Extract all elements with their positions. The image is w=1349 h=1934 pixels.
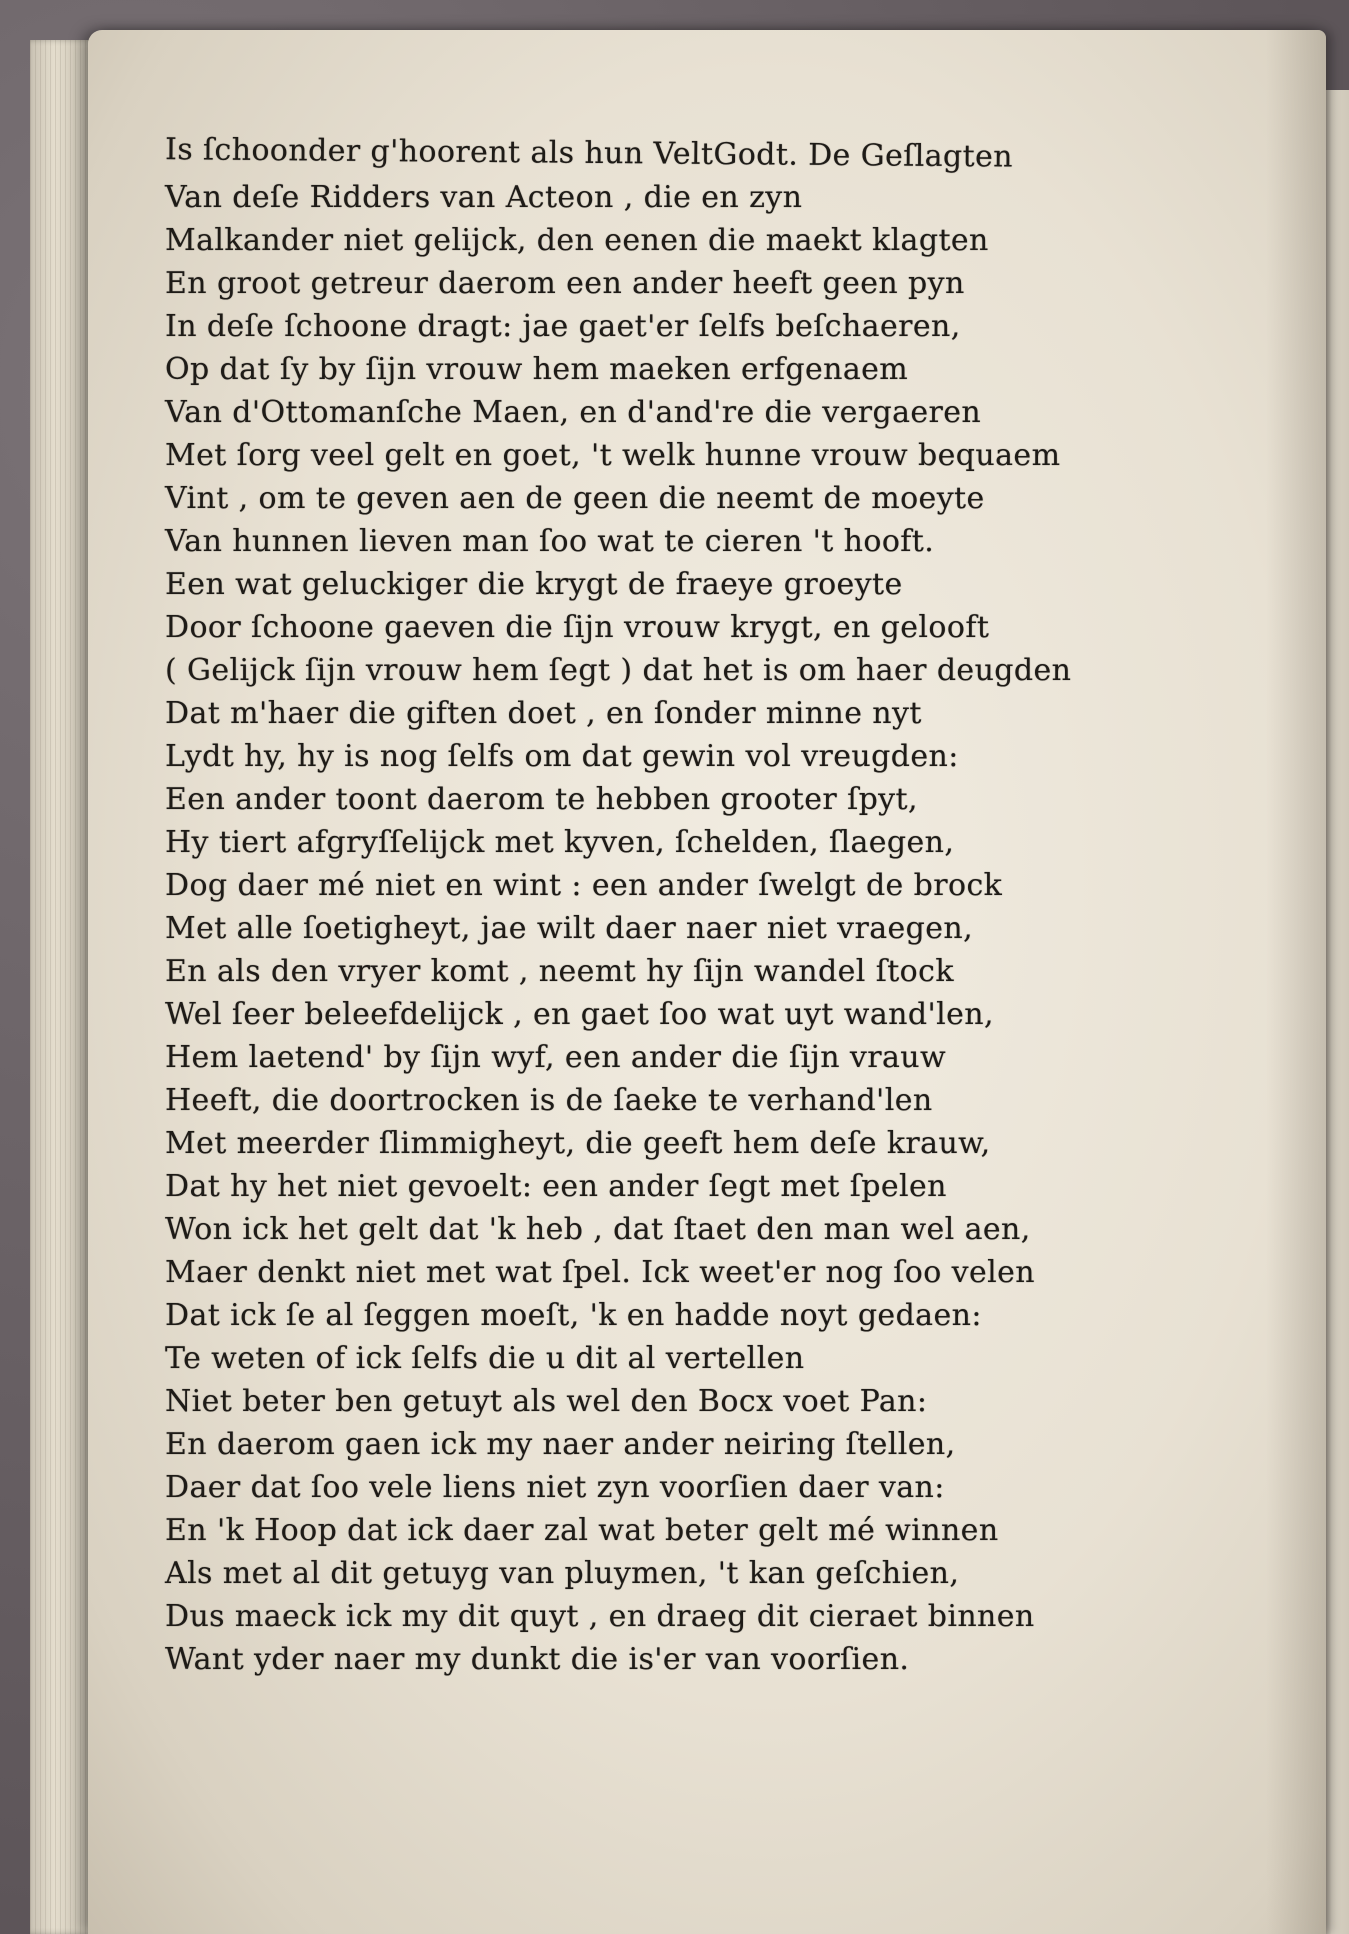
verse-line: Malkander niet gelijck, den eenen die maekt klagten — [165, 223, 989, 258]
poem-text — [165, 133, 1275, 1681]
verse-line: ( Gelijck ſijn vrouw hem ſegt ) dat het is om haer deugden — [165, 653, 1072, 688]
verse-line: Dat ick ſe al ſeggen moeſt, 'k en hadde noyt gedaen: — [165, 1298, 982, 1333]
verse-line: Dog daer mé niet en wint : een ander ſwelgt de brock — [165, 868, 1003, 903]
verse-line: Hem laetend' by ſijn wyf, een ander die ſijn vrauw — [165, 1040, 947, 1075]
verse-line: Dat m'haer die giften doet , en ſonder minne nyt — [165, 696, 922, 731]
verse-line: Hy tiert afgryſſelijck met kyven, ſchelden, ſlaegen, — [165, 825, 955, 860]
verse-line: Won ick het gelt dat 'k heb , dat ſtaet den man wel aen, — [165, 1212, 1031, 1247]
verse-line: Is ſchoonder g'hoorent als hun VeltGodt. De Geſlagten — [164, 132, 1014, 175]
verse-line: Lydt hy, hy is nog ſelfs om dat gewin vol vreugden: — [165, 739, 959, 774]
verse-line: Wel ſeer beleefdelijck , en gaet ſoo wat uyt wand'len, — [165, 997, 994, 1032]
gutter-shadow — [1266, 30, 1326, 1934]
verse-line: Als met al dit getuyg van pluymen, 't kan geſchien, — [165, 1556, 960, 1591]
verse-line: En daerom gaen ick my naer ander neiring ſtellen, — [165, 1427, 956, 1462]
verse-line: Dus maeck ick my dit quyt , en draeg dit cieraet binnen — [165, 1599, 1035, 1634]
verse-line: Van deſe Ridders van Acteon , die en zyn — [165, 180, 803, 215]
verse-line: Van d'Ottomanſche Maen, en d'and're die vergaeren — [165, 395, 982, 430]
verse-line: En groot getreur daerom een ander heeft geen pyn — [165, 266, 965, 301]
verse-line: Vint , om te geven aen de geen die neemt de moeyte — [165, 481, 985, 516]
verse-line: Heeft, die doortrocken is de ſaeke te verhand'len — [165, 1083, 933, 1118]
verse-line: Met alle ſoetigheyt, jae wilt daer naer niet vraegen, — [165, 911, 974, 946]
verse-line: En 'k Hoop dat ick daer zal wat beter gelt mé winnen — [165, 1513, 999, 1548]
verse-line: En als den vryer komt , neemt hy ſijn wandel ſtock — [165, 954, 954, 989]
verse-line: Een wat geluckiger die krygt de fraeye groeyte — [165, 567, 903, 602]
verse-line: Te weten of ick ſelfs die u dit al vertellen — [165, 1341, 805, 1376]
verse-line: Want yder naer my dunkt die is'er van voorſien. — [165, 1642, 910, 1677]
verse-line: Een ander toont daerom te hebben grooter ſpyt, — [165, 782, 918, 817]
verse-line: Van hunnen lieven man ſoo wat te cieren 't hooft. — [165, 524, 935, 559]
verse-line: Dat hy het niet gevoelt: een ander ſegt met ſpelen — [165, 1169, 947, 1204]
verse-line: Maer denkt niet met wat ſpel. Ick weet'er nog ſoo velen — [165, 1255, 1035, 1290]
verse-line: Niet beter ben getuyt als wel den Bocx voet Pan: — [165, 1384, 928, 1419]
verse-line: Met meerder ſlimmigheyt, die geeft hem deſe krauw, — [165, 1126, 991, 1161]
verse-line: Daer dat ſoo vele liens niet zyn voorſien daer van: — [165, 1470, 945, 1505]
verse-line: In deſe ſchoone dragt: jae gaet'er ſelfs beſchaeren, — [165, 309, 961, 344]
verse-line: Door ſchoone gaeven die ſijn vrouw krygt, en gelooft — [165, 610, 990, 645]
verse-line: Met ſorg veel gelt en goet, 't welk hunne vrouw bequaem — [165, 438, 1061, 473]
verse-line: Op dat ſy by ſijn vrouw hem maeken erfgenaem — [165, 352, 909, 387]
